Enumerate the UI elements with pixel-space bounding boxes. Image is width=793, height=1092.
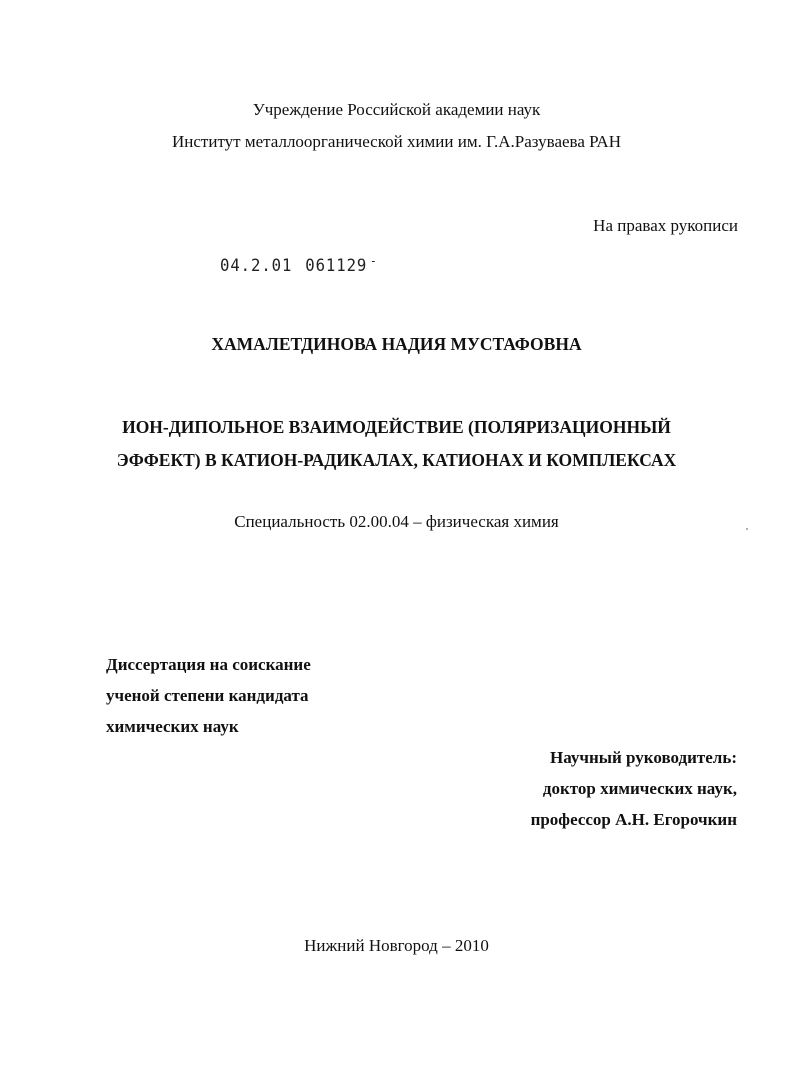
author-name: ХАМАЛЕТДИНОВА НАДИЯ МУСТАФОВНА <box>211 334 582 354</box>
specialty-line: Специальность 02.00.04 – физическая химия <box>234 512 559 531</box>
scan-speck <box>746 528 748 530</box>
dissertation-line-3: химических наук <box>106 717 239 736</box>
supervisor-name: профессор А.Н. Егорочкин <box>530 810 737 829</box>
title-line-2: ЭФФЕКТ) В КАТИОН-РАДИКАЛАХ, КАТИОНАХ И КОМПЛЕКСАХ <box>116 450 677 470</box>
stamp-number: 061129 <box>305 256 368 276</box>
title-line-1: ИОН-ДИПОЛЬНОЕ ВЗАИМОДЕЙСТВИЕ (ПОЛЯРИЗАЦИОННЫЙ <box>122 417 671 437</box>
institute-line: Институт металлоорганической химии им. Г.А.Разуваева РАН <box>172 132 621 151</box>
manuscript-note: На правах рукописи <box>593 216 738 235</box>
stamp-code: 04.2.01 <box>220 256 293 276</box>
city-year: Нижний Новгород – 2010 <box>304 936 489 955</box>
registration-stamp <box>220 256 378 276</box>
supervisor-degree: доктор химических наук, <box>542 779 737 798</box>
stamp-mark: - <box>370 254 378 268</box>
institution-line: Учреждение Российской академии наук <box>252 100 541 119</box>
supervisor-label: Научный руководитель: <box>550 748 737 767</box>
dissertation-line-2: ученой степени кандидата <box>106 686 309 705</box>
dissertation-line-1: Диссертация на соискание <box>106 655 311 674</box>
